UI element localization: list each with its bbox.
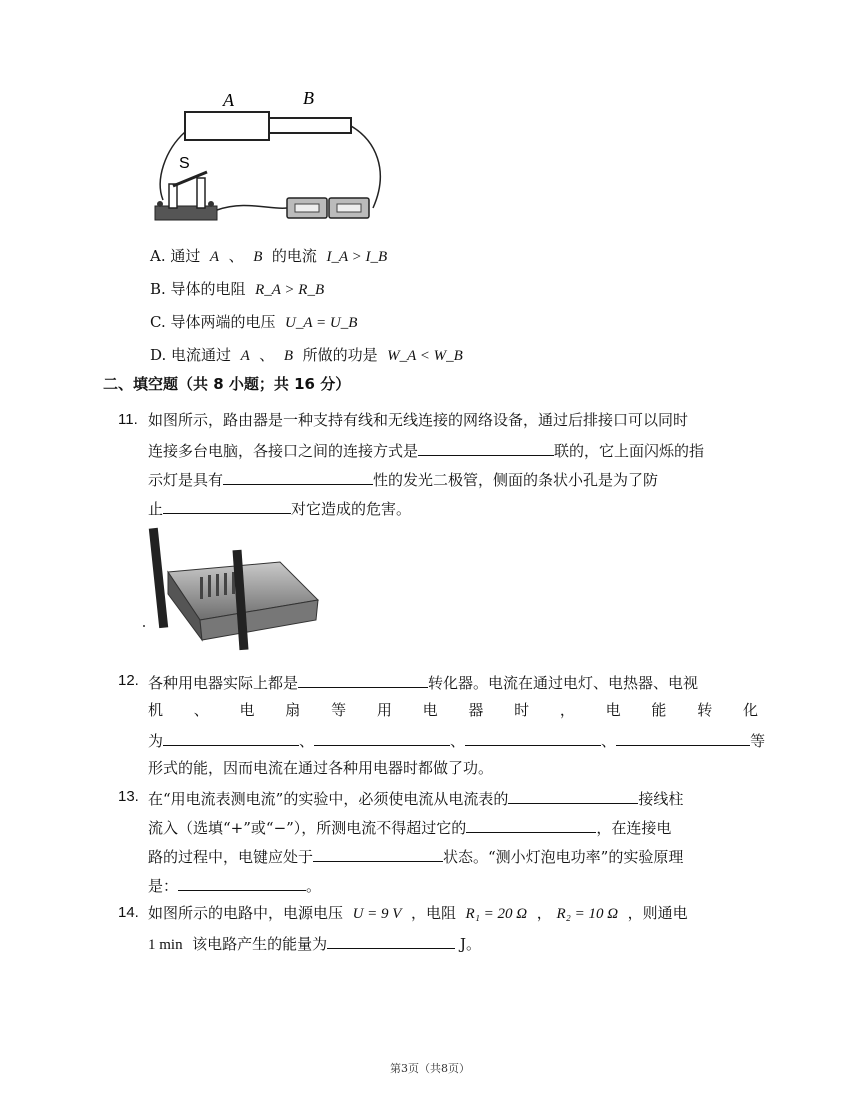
q14-r2: R₂ = 10 Ω xyxy=(556,906,619,922)
q12-line2: 机 、 电 扇 等 用 电 器 时 ， 电 能 转 化 xyxy=(148,701,758,719)
wire xyxy=(351,126,380,208)
option-b-expr: R_A > R_B xyxy=(255,282,325,298)
q12-line3: 为 、 、 、 等 xyxy=(148,729,765,751)
q13-blank-2[interactable] xyxy=(466,816,596,833)
label-b: B xyxy=(303,88,314,108)
switch-s xyxy=(155,172,217,220)
router-image xyxy=(140,522,320,662)
conductor-a xyxy=(185,112,269,140)
q14-r1: R₁ = 20 Ω xyxy=(465,906,528,922)
conductor-b xyxy=(269,118,351,133)
q13-line3: 路的过程中，电键应处于 状态。“测小灯泡电功率”的实验原理 xyxy=(148,845,683,867)
circuit-figure xyxy=(145,80,385,230)
q11-number: 11. xyxy=(118,411,138,428)
q14-time: 1 min xyxy=(148,937,183,953)
q11-line2: 连接多台电脑，各接口之间的连接方式是 联的，它上面闪烁的指 xyxy=(148,439,704,461)
option-a-expr: I_A > I_B xyxy=(326,249,388,265)
option-c-expr: U_A = U_B xyxy=(285,315,358,331)
q14-line2: 1 min 该电路产生的能量为 J。 xyxy=(148,932,481,955)
q11-line4: 止 对它造成的危害。 xyxy=(148,497,411,519)
q13-number: 13. xyxy=(118,788,139,805)
q11-line3: 示灯是具有 性的发光二极管，侧面的条状小孔是为了防 xyxy=(148,468,658,490)
q11-blank-3[interactable] xyxy=(163,497,291,514)
q13-blank-3[interactable] xyxy=(313,845,443,862)
option-d: D. 电流通过 A 、 B 所做的功是 W_A < W_B xyxy=(150,346,463,364)
option-d-expr: W_A < W_B xyxy=(387,348,463,364)
q12-line4: 形式的能，因而电流在通过各种用电器时都做了功。 xyxy=(148,759,494,777)
q11-blank-1[interactable] xyxy=(418,439,554,456)
q14-number: 14. xyxy=(118,904,139,921)
label-s: S xyxy=(179,155,190,172)
q12-blank-4[interactable] xyxy=(465,729,601,746)
q14-line1: 如图所示的电路中，电源电压 U = 9 V ，电阻 R₁ = 20 Ω ， R₂ = 10 Ω ，则通电 xyxy=(148,904,688,922)
option-c: C. 导体两端的电压 U_A = U_B xyxy=(150,313,358,331)
q13-blank-4[interactable] xyxy=(178,874,306,891)
section-title: 二、填空题（共 8 小题；共 16 分） xyxy=(103,375,351,393)
q11-line1: 如图所示，路由器是一种支持有线和无线连接的网络设备，通过后排接口可以同时 xyxy=(148,411,689,429)
page-footer: 第3页（共8页） xyxy=(390,1062,470,1075)
option-b: B. 导体的电阻 R_A > R_B xyxy=(150,280,325,298)
q12-blank-2[interactable] xyxy=(163,729,299,746)
q12-blank-1[interactable] xyxy=(298,671,428,688)
q12-blank-5[interactable] xyxy=(616,729,750,746)
q13-blank-1[interactable] xyxy=(508,787,638,804)
q13-line1: 在“用电流表测电流”的实验中，必须使电流从电流表的 接线柱 xyxy=(148,787,683,809)
q12-line1: 各种用电器实际上都是 转化器。电流在通过电灯、电热器、电视 xyxy=(148,671,698,693)
option-a: A. 通过 A 、 B 的电流 I_A > I_B xyxy=(150,247,388,265)
q12-number: 12. xyxy=(118,672,139,689)
label-a: A xyxy=(223,90,234,110)
q12-blank-3[interactable] xyxy=(314,729,450,746)
q11-blank-2[interactable] xyxy=(223,468,373,485)
wire xyxy=(217,205,287,210)
q14-blank-1[interactable] xyxy=(327,932,455,949)
batteries xyxy=(287,198,369,218)
q14-voltage: U = 9 V xyxy=(352,906,402,922)
q13-line4: 是： 。 xyxy=(148,874,321,896)
q13-line2: 流入（选填“+”或“−”），所测电流不得超过它的 ，在连接电 xyxy=(148,816,671,838)
